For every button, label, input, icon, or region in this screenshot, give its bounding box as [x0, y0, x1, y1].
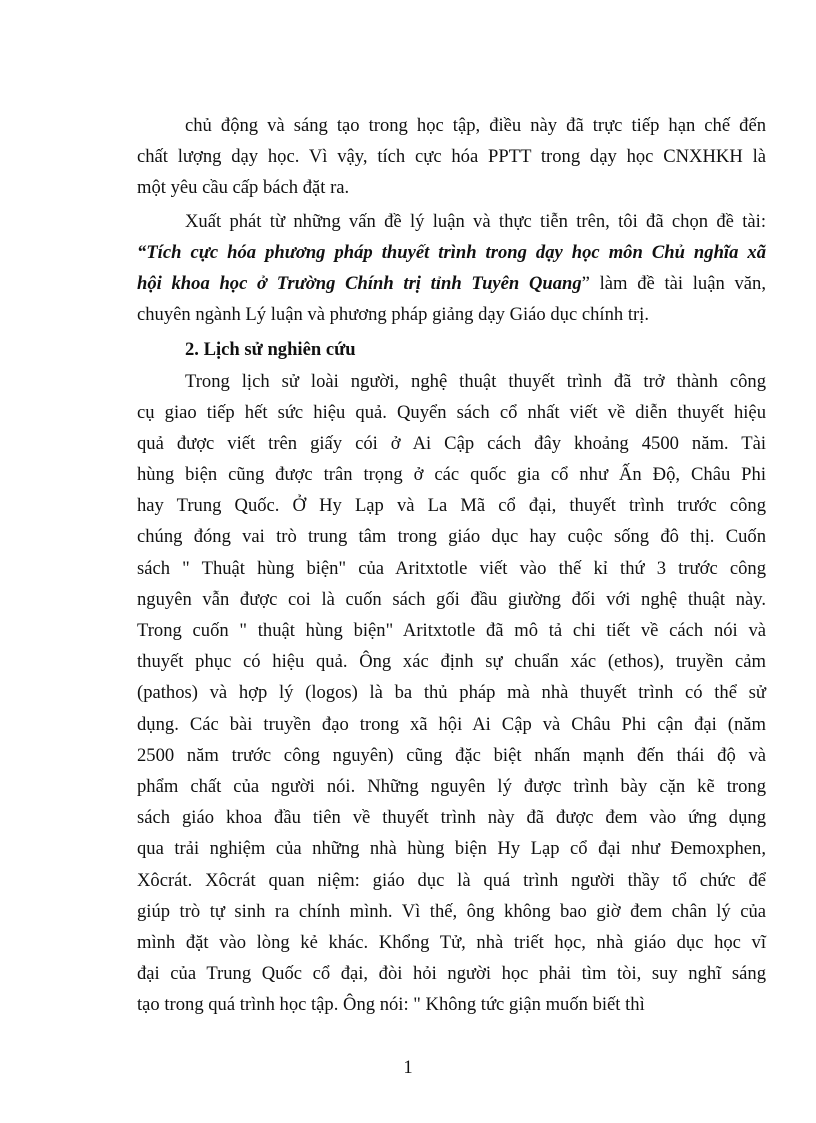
paragraph-line: chúng đóng vai trò trung tâm trong giáo dục hay cuộc sống đô thị. Cuốn [137, 526, 766, 548]
paragraph-line: (pathos) và hợp lý (logos) là ba thủ pháp mà nhà thuyết trình có thể sử [137, 682, 766, 704]
paragraph-line: dụng. Các bài truyền đạo trong xã hội Ai Cập và Châu Phi cận đại (năm [137, 713, 766, 735]
paragraph-line: giúp trò tự sinh ra chính mình. Vì thế, ông không bao giờ đem chân lý của [137, 900, 766, 922]
paragraph-line: sách " Thuật hùng biện" của Aritxtotle viết vào thế kỉ thứ 3 trước công [137, 557, 766, 579]
paragraph-line: qua trải nghiệm của những nhà hùng biện Hy Lạp cổ đại như Đemoxphen, [137, 838, 766, 860]
paragraph-line: Xôcrát. Xôcrát quan niệm: giáo dục là quá trình người thầy tổ chức để [137, 869, 766, 891]
paragraph-line: quả được viết trên giấy cói ở Ai Cập cách đây khoảng 4500 năm. Tài [137, 432, 766, 454]
thesis-title-end: hội khoa học ở Trường Chính trị tỉnh Tuyên Quang [137, 272, 582, 294]
paragraph-line: chuyên ngành Lý luận và phương pháp giảng dạy Giáo dục chính trị. [137, 304, 649, 326]
section-heading: 2. Lịch sử nghiên cứu [185, 339, 356, 361]
paragraph-line: 2500 năm trước công nguyên) cũng đặc biệt nhấn mạnh đến thái độ và [137, 744, 766, 766]
page-number: 1 [403, 1057, 413, 1078]
paragraph-line: cụ giao tiếp hết sức hiệu quả. Quyển sách cổ nhất viết về diễn thuyết hiệu [137, 401, 766, 423]
body-text [137, 110, 766, 1020]
paragraph-line: Trong cuốn " thuật hùng biện" Aritxtotle đã mô tả chi tiết về cách nói và [137, 620, 766, 641]
paragraph-line: hay Trung Quốc. Ở Hy Lạp và La Mã cổ đại, thuyết trình trước công [137, 495, 766, 517]
paragraph-line: nguyên vẫn được coi là cuốn sách gối đầu giường đối với nghệ thuật này. [137, 588, 766, 610]
paragraph-line [137, 268, 766, 299]
paragraph-line: mình đặt vào lòng kẻ khác. Khổng Tử, nhà triết học, nhà giáo dục học vĩ [137, 931, 766, 953]
paragraph-line: hùng biện cũng được trân trọng ở các quốc gia cổ như Ấn Độ, Châu Phi [137, 464, 766, 486]
thesis-title-line: “Tích cực hóa phương pháp thuyết trình trong dạy học môn Chủ nghĩa xã [137, 241, 766, 263]
paragraph-line: Trong lịch sử loài người, nghệ thuật thuyết trình đã trở thành công [185, 370, 766, 392]
paragraph-line: tạo trong quá trình học tập. Ông nói: " Không tức giận muốn biết thì [137, 994, 645, 1016]
paragraph-line: phẩm chất của người nói. Những nguyên lý được trình bày cặn kẽ trong [137, 775, 766, 797]
paragraph-line: chủ động và sáng tạo trong học tập, điều này đã trực tiếp hạn chế đến [185, 115, 766, 136]
paragraph-line: sách giáo khoa đầu tiên về thuyết trình này đã được đem vào ứng dụng [137, 807, 766, 829]
paragraph-text: ” làm đề tài luận văn, [581, 272, 766, 294]
paragraph-line: một yêu cầu cấp bách đặt ra. [137, 177, 350, 199]
paragraph-line: đại của Trung Quốc cổ đại, đòi hỏi người học phải tìm tòi, suy nghĩ sáng [137, 963, 766, 985]
paragraph-line: thuyết phục có hiệu quả. Ông xác định sự chuẩn xác (ethos), truyền cảm [137, 651, 766, 673]
paragraph-line: chất lượng dạy học. Vì vậy, tích cực hóa PPTT trong dạy học CNXHKH là [137, 146, 766, 168]
paragraph-line: Xuất phát từ những vấn đề lý luận và thực tiễn trên, tôi đã chọn đề tài: [185, 210, 766, 232]
